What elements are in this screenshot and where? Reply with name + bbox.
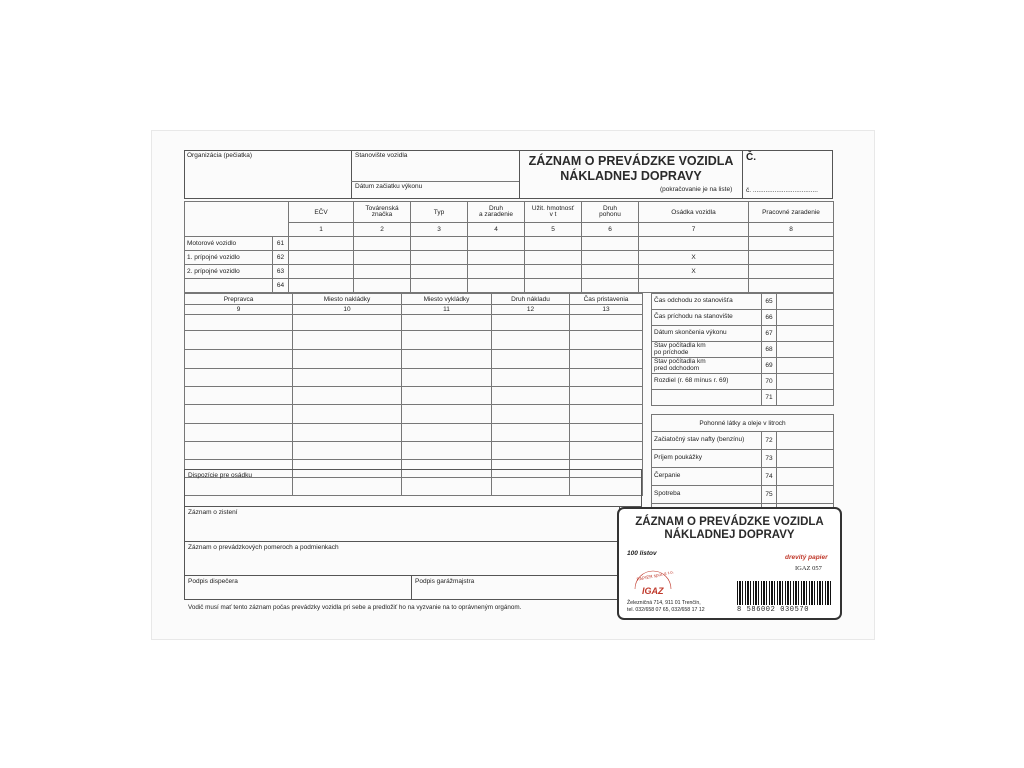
- form-title-line2: NÁKLADNEJ DOPRAVY: [560, 169, 702, 183]
- row-label: Stav počítadla km po príchode: [652, 342, 762, 358]
- operating-conditions-label: Záznam o prevádzkových pomeroch a podmienkach: [188, 544, 339, 551]
- crew-cross[interactable]: X: [639, 251, 749, 265]
- row-num: 66: [762, 310, 777, 326]
- row-num: 75: [762, 486, 777, 504]
- table-row: [652, 468, 834, 486]
- table-row: [652, 374, 834, 390]
- value-cell[interactable]: [777, 486, 834, 504]
- col-num: 10: [293, 305, 402, 315]
- row-num: 64: [273, 279, 289, 293]
- row-num: 61: [273, 237, 289, 251]
- col-num: 5: [525, 223, 582, 237]
- col-num: 13: [570, 305, 643, 315]
- col-num: 9: [185, 305, 293, 315]
- table-row: [185, 350, 643, 369]
- sheet-count: 100 listov: [627, 550, 657, 557]
- col-num: 4: [468, 223, 525, 237]
- col-header-assignment: Pracovné zaradenie: [749, 202, 834, 223]
- table-row: [652, 358, 834, 374]
- row-num: 70: [762, 374, 777, 390]
- col-header-drive: Druh pohonu: [582, 202, 639, 223]
- number-label: Č.: [746, 152, 756, 163]
- value-cell[interactable]: [777, 342, 834, 358]
- table-row: [652, 390, 834, 406]
- publisher-address: Železničná 714, 911 01 Trenčín,: [627, 600, 701, 606]
- fuel-table-title: Pohonné látky a oleje v litroch: [652, 415, 834, 432]
- organization-label: Organizácia (pečiatka): [187, 152, 253, 159]
- station-label: Stanovište vozidla: [355, 152, 408, 159]
- row-label: Dátum skončenia výkonu: [652, 326, 762, 342]
- col-header-ecv: EČV: [289, 202, 354, 223]
- barcode: [737, 581, 833, 605]
- col-num: 12: [492, 305, 570, 315]
- logo-arc-text: PAPIER spol. s r.o.: [636, 569, 675, 582]
- found-record-label: Záznam o zistení: [188, 509, 238, 516]
- col-num: 11: [402, 305, 492, 315]
- table-row: [652, 294, 834, 310]
- found-record-box[interactable]: [184, 506, 620, 542]
- row-label: Čerpanie: [652, 468, 762, 486]
- value-cell[interactable]: [777, 310, 834, 326]
- table-row: [185, 442, 643, 460]
- row-label: Príjem poukážky: [652, 450, 762, 468]
- cover-title-line1: ZÁZNAM O PREVÁDZKE VOZIDLA: [635, 516, 824, 528]
- barcode-digits: 8 586002 030570: [737, 606, 810, 614]
- col-num: 8: [749, 223, 834, 237]
- value-cell[interactable]: [777, 294, 834, 310]
- col-header-arrival-time: Čas pristavenia: [570, 294, 643, 305]
- row-label: Čas príchodu na stanovište: [652, 310, 762, 326]
- col-header-carrier: Prepravca: [185, 294, 293, 305]
- row-num: 65: [762, 294, 777, 310]
- row-num: 62: [273, 251, 289, 265]
- col-header-kind: Druh a zaradenie: [468, 202, 525, 223]
- col-header-cargo-kind: Druh nákladu: [492, 294, 570, 305]
- col-header-loading-place: Miesto nakládky: [293, 294, 402, 305]
- row-num: 67: [762, 326, 777, 342]
- row-label: [652, 390, 762, 406]
- row-num: 73: [762, 450, 777, 468]
- table-row: [185, 387, 643, 405]
- footer-note: Vodič musí mať tento záznam počas prevádzky vozidla pri sebe a predložiť ho na vyzvanie na to oprávneným orgánom.: [188, 604, 522, 611]
- number-field[interactable]: č. ....................................: [746, 187, 818, 194]
- col-header-type: Typ: [411, 202, 468, 223]
- table-row: [185, 369, 643, 387]
- row-label: [185, 279, 273, 293]
- row-label: Stav počítadla km pred odchodom: [652, 358, 762, 374]
- table-row: [652, 326, 834, 342]
- crew-dispositions-label: Dispozície pre osádku: [188, 472, 252, 479]
- col-header-unloading-place: Miesto vykládky: [402, 294, 492, 305]
- garage-master-signature-label: Podpis garážmajstra: [415, 578, 475, 585]
- value-cell[interactable]: [777, 390, 834, 406]
- col-header-payload: Užit. hmotnosť v t: [525, 202, 582, 223]
- col-num: 6: [582, 223, 639, 237]
- logo-text: IGAZ: [642, 586, 664, 596]
- value-cell[interactable]: [777, 450, 834, 468]
- table-row: [185, 405, 643, 424]
- start-date-label: Dátum začiatku výkonu: [355, 183, 423, 190]
- fuel-table: [651, 414, 834, 522]
- table-row: [652, 342, 834, 358]
- table-row: [652, 310, 834, 326]
- table-row: [185, 237, 834, 251]
- product-code: IGAZ 057: [795, 565, 822, 572]
- transport-table: [184, 293, 643, 496]
- row-num: 69: [762, 358, 777, 374]
- value-cell[interactable]: [777, 432, 834, 450]
- dispatcher-signature-label: Podpis dispečera: [188, 578, 238, 585]
- col-header-brand: Továrenská značka: [354, 202, 411, 223]
- row-num: 63: [273, 265, 289, 279]
- value-cell[interactable]: [777, 374, 834, 390]
- cover-label: [617, 507, 842, 620]
- row-label: Spotreba: [652, 486, 762, 504]
- paper-type: drevitý papier: [785, 554, 828, 561]
- col-num: 7: [639, 223, 749, 237]
- table-row: [652, 450, 834, 468]
- crew-cross[interactable]: X: [639, 265, 749, 279]
- row-num: 72: [762, 432, 777, 450]
- table-row: [185, 251, 834, 265]
- col-header-crew: Osádka vozidla: [639, 202, 749, 223]
- table-row: [185, 331, 643, 350]
- continuation-note: (pokračovanie je na liste): [660, 186, 733, 193]
- table-row: [185, 315, 643, 331]
- crew-dispositions-box[interactable]: [184, 469, 642, 507]
- form-title-line1: ZÁZNAM O PREVÁDZKE VOZIDLA: [528, 154, 734, 168]
- cover-title-line2: NÁKLADNEJ DOPRAVY: [664, 529, 795, 541]
- row-label: Začiatočný stav nafty (benzínu): [652, 432, 762, 450]
- row-label: Rozdiel (r. 68 mínus r. 69): [652, 374, 762, 390]
- vehicle-table: [184, 201, 834, 293]
- value-cell[interactable]: [777, 468, 834, 486]
- col-num: 3: [411, 223, 468, 237]
- row-num: 68: [762, 342, 777, 358]
- table-row: [185, 265, 834, 279]
- times-table: [651, 293, 834, 406]
- row-num: 71: [762, 390, 777, 406]
- row-label: 2. prípojné vozidlo: [185, 265, 273, 279]
- row-label: Motorové vozidlo: [185, 237, 273, 251]
- table-row: [185, 424, 643, 442]
- value-cell[interactable]: [777, 326, 834, 342]
- col-num: 1: [289, 223, 354, 237]
- table-row: [185, 279, 834, 293]
- row-label: Čas odchodu zo stanovišťa: [652, 294, 762, 310]
- table-row: [652, 486, 834, 504]
- value-cell[interactable]: [777, 358, 834, 374]
- publisher-phones: tel. 032/658 07 65, 032/658 17 12: [627, 607, 705, 613]
- table-row: [652, 432, 834, 450]
- col-num: 2: [354, 223, 411, 237]
- igaz-logo: [631, 569, 675, 597]
- row-label: 1. prípojné vozidlo: [185, 251, 273, 265]
- row-num: 74: [762, 468, 777, 486]
